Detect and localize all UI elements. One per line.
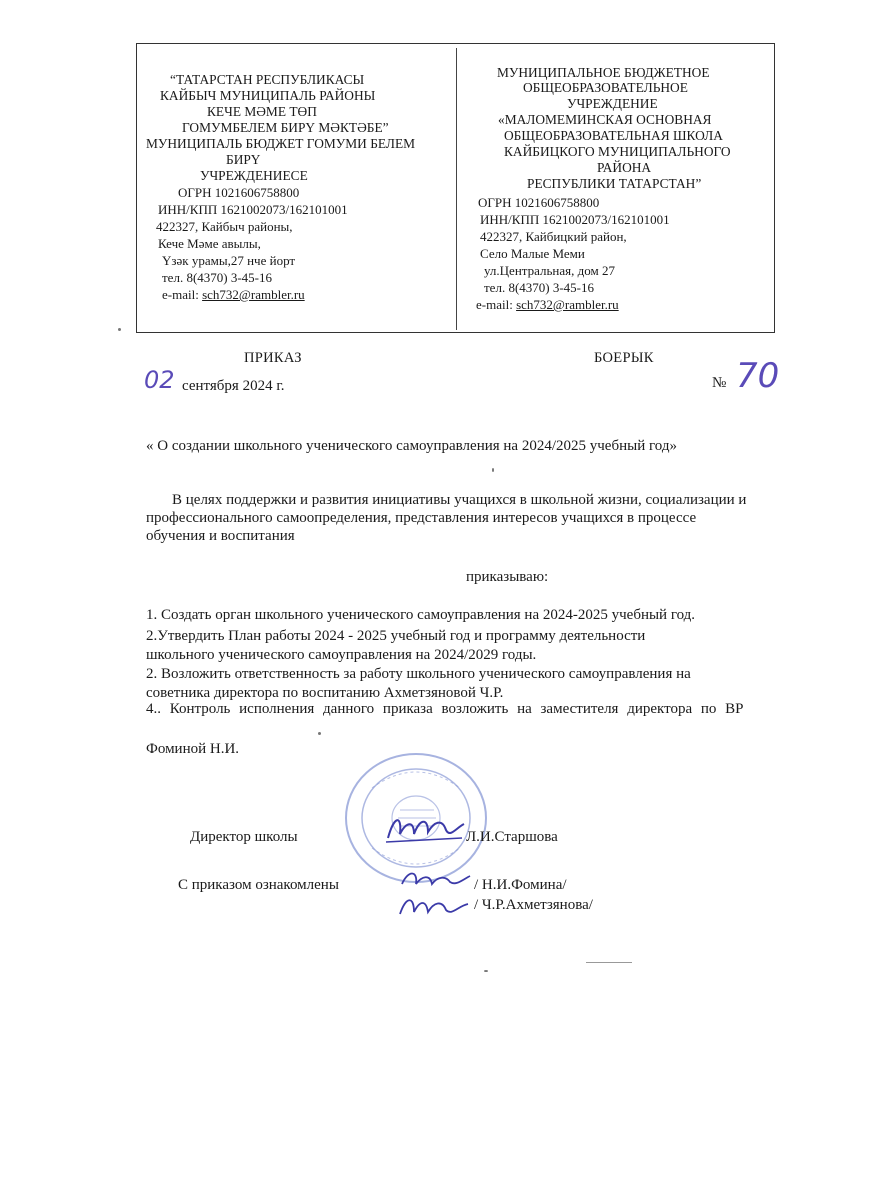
right-header-line: 422327, Кайбицкий район, (480, 229, 627, 244)
left-header-line: УЧРЕЖДЕНИЕСЕ (200, 168, 308, 183)
order-item: советника директора по воспитанию Ахметзяновой Ч.Р. (146, 685, 504, 701)
right-header-line: ОБЩЕОБРАЗОВАТЕЛЬНАЯ ШКОЛА (504, 128, 723, 143)
left-header-line: МУНИЦИПАЛЬ БЮДЖЕТ ГОМУМИ БЕЛЕМ (146, 136, 416, 151)
director-name: Л.И.Старшова (466, 829, 558, 845)
left-email-link[interactable]: sch732@rambler.ru (202, 287, 305, 302)
order-item: 4.. Контроль исполнения данного приказа возложить на заместителя директора по ВР (146, 701, 744, 717)
right-header-line: ИНН/КПП 1621002073/162101001 (480, 212, 670, 227)
acquainted-name: / Ч.Р.Ахметзянова/ (474, 897, 593, 913)
acquainted-name: / Н.И.Фомина/ (474, 877, 567, 893)
order-title-ru: ПРИКАЗ (244, 350, 302, 366)
scan-speck (318, 732, 321, 735)
right-header-line: УЧРЕЖДЕНИЕ (567, 96, 658, 111)
left-header-line: ГОМУМБЕЛЕМ БИРҮ МӘКТӘБЕ” (182, 120, 389, 135)
date-text: сентября 2024 г. (182, 378, 285, 394)
director-signature-icon (384, 808, 468, 848)
acquainted-label: С приказом ознакомлены (178, 877, 339, 893)
order-item: 2. Возложить ответственность за работу школьного ученического самоуправления на (146, 666, 691, 682)
preamble-line: обучения и воспитания (146, 528, 295, 544)
staff-signatures-icon (396, 866, 476, 926)
preamble-line: профессионального самоопределения, представления интересов учащихся в процессе (146, 510, 697, 526)
right-email-link[interactable]: sch732@rambler.ru (516, 297, 619, 312)
email-label: e-mail: (162, 287, 203, 302)
left-email-line (162, 287, 305, 303)
right-header-line: МУНИЦИПАЛЬНОЕ БЮДЖЕТНОЕ (497, 65, 710, 80)
left-header-line: “ТАТАРСТАН РЕСПУБЛИКАСЫ (170, 72, 365, 87)
scan-speck (484, 970, 488, 972)
order-item: школьного ученического самоуправления на 2024/2029 годы. (146, 647, 537, 663)
left-header-line: ОГРН 1021606758800 (178, 185, 300, 200)
handwritten-date-day: 02 (144, 366, 175, 394)
letterhead-divider (456, 48, 457, 330)
scan-speck (492, 468, 494, 472)
right-header-line: ул.Центральная, дом 27 (484, 263, 615, 278)
left-header-line: БИРҮ (226, 152, 261, 167)
left-header-line: Үзәк урамы,27 нче йорт (162, 253, 296, 268)
order-word: приказываю: (466, 569, 549, 585)
order-subject: « О создании школьного ученического самоуправления на 2024/2025 учебный год» (146, 438, 677, 454)
scan-streak (586, 962, 632, 963)
right-header-line: ОГРН 1021606758800 (478, 195, 600, 210)
right-email-line (476, 297, 619, 313)
preamble-line: В целях поддержки и развития инициативы учащихся в школьной жизни, социализации и (172, 492, 747, 508)
email-label: e-mail: (476, 297, 517, 312)
handwritten-order-number: 70 (736, 356, 780, 396)
left-header-line: 422327, Кайбыч районы, (156, 219, 293, 234)
right-header-line: тел. 8(4370) 3-45-16 (484, 280, 595, 295)
right-header-line: Село Малые Меми (480, 246, 585, 261)
order-title-tt: БОЕРЫК (594, 350, 654, 366)
right-header-line: РАЙОНА (597, 160, 652, 175)
order-item: 2.Утвердить План работы 2024 - 2025 учебный год и программу деятельности (146, 628, 646, 644)
right-header-line: КАЙБИЦКОГО МУНИЦИПАЛЬНОГО (504, 144, 731, 159)
left-header-line: КАЙБЫЧ МУНИЦИПАЛЬ РАЙОНЫ (160, 88, 376, 103)
left-header-line: Кече Мәме авылы, (158, 236, 261, 251)
scan-speck (118, 328, 121, 331)
order-item: Фоминой Н.И. (146, 741, 240, 757)
number-label: № (712, 375, 727, 391)
right-header-line: «МАЛОМЕМИНСКАЯ ОСНОВНАЯ (498, 112, 712, 127)
director-label: Директор школы (190, 829, 298, 845)
left-header-line: ИНН/КПП 1621002073/162101001 (158, 202, 348, 217)
left-header-line: КЕЧЕ МӘМЕ ТӨП (207, 104, 317, 119)
order-item: 1. Создать орган школьного ученического самоуправления на 2024-2025 учебный год. (146, 607, 696, 623)
right-header-line: РЕСПУБЛИКИ ТАТАРСТАН” (527, 176, 702, 191)
right-header-line: ОБЩЕОБРАЗОВАТЕЛЬНОЕ (523, 80, 688, 95)
left-header-line: тел. 8(4370) 3-45-16 (162, 270, 273, 285)
